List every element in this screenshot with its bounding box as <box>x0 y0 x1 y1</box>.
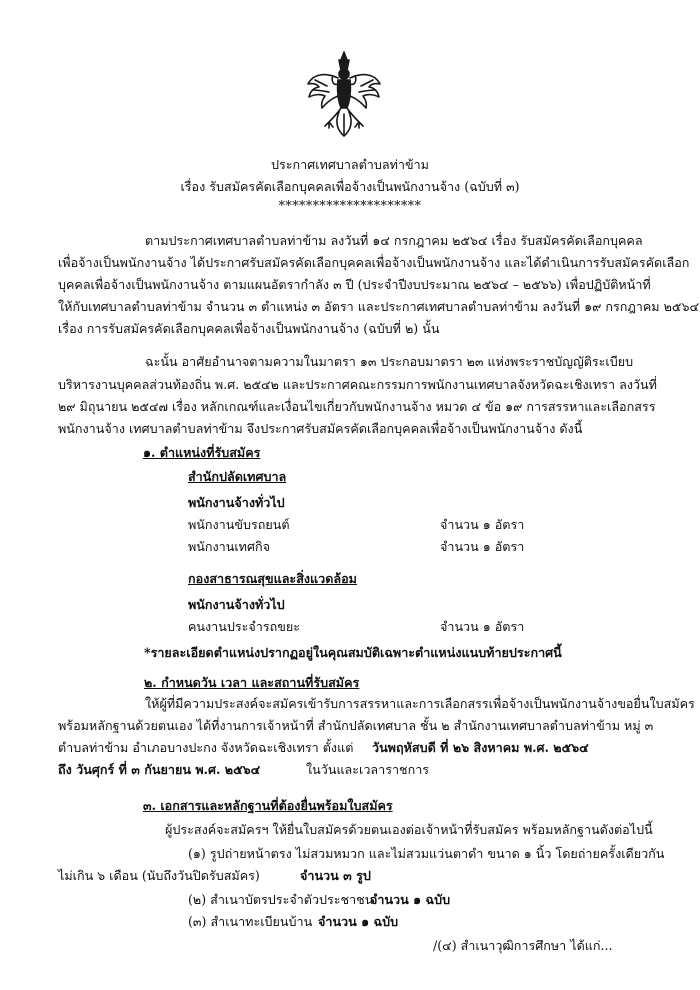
document-item: ไม่เกิน ๖ เดือน (นับถึงวันปิดรับสมัคร) <box>58 868 260 883</box>
para2-line: ฉะนั้น อาศัยอำนาจตามความในมาตรา ๑๓ ประกอบมาตรา ๒๓ แห่งพระราชบัญญัติระเบียบ <box>145 354 634 369</box>
office-name: กองสาธารณสุขและสิ่งแวดล้อม <box>188 571 357 586</box>
para1-line: ให้กับเทศบาลตำบลท่าข้าม จำนวน ๓ ตำแหน่ง ๓ อัตรา และประกาศเทศบาลตำบลท่าข้าม ลงวันที่ ๑๙ กรกฎาคม ๒๕๖๔ <box>58 299 699 314</box>
para2-line: บริหารงานบุคคลส่วนท้องถิ่น พ.ศ. ๒๕๔๒ และประกาศคณะกรรมการพนักงานเทศบาลจังหวัดฉะเชิงเทรา ลงวันที่ <box>58 377 657 392</box>
para1-line: ตามประกาศเทศบาลตำบลท่าข้าม ลงวันที่ ๑๔ กรกฎาคม ๒๕๖๔ เรื่อง รับสมัครคัดเลือกบุคคล <box>145 233 643 248</box>
section3-heading: ๓. เอกสารและหลักฐานที่ต้องยื่นพร้อมใบสมัคร <box>143 798 393 813</box>
continued-note: /(๔) สำเนาวุฒิการศึกษา ได้แก่... <box>433 938 613 953</box>
position-count: จำนวน ๑ อัตรา <box>440 539 525 554</box>
position-note: *รายละเอียดตำแหน่งปรากฏอยู่ในคุณสมบัติเฉพาะตำแหน่งแนบท้ายประกาศนี้ <box>144 645 562 660</box>
para2-line: ๒๙ มิถุนายน ๒๕๔๗ เรื่อง หลักเกณฑ์และเงื่อนไขเกี่ยวกับพนักงานจ้าง หมวด ๔ ข้อ ๑๙ การสรรหาและเลือกสรร <box>58 399 656 414</box>
document-item: (๓) สำเนาทะเบียนบ้าน <box>188 914 313 929</box>
section3-intro: ผู้ประสงค์จะสมัครฯ ให้ยื่นใบสมัครด้วยตนเองต่อเจ้าหน้าที่รับสมัคร พร้อมหลักฐานดังต่อไปนี้ <box>165 822 653 837</box>
position-title: คนงานประจำรถขยะ <box>188 619 300 634</box>
office-name: สำนักปลัดเทศบาล <box>188 469 287 484</box>
section2-heading: ๒. กำหนดวัน เวลา และสถานที่รับสมัคร <box>144 675 360 690</box>
employee-group: พนักงานจ้างทั่วไป <box>188 597 285 612</box>
document-item: (๑) รูปถ่ายหน้าตรง ไม่สวมหมวก และไม่สวมแว่นตาดำ ขนาด ๑ นิ้ว โดยถ่ายครั้งเดียวกัน <box>188 846 665 861</box>
para1-line: บุคคลเพื่อจ้างเป็นพนักงานจ้าง ตามแผนอัตรากำลัง ๓ ปี (ประจำปีงบประมาณ ๒๕๖๔ – ๒๕๖๖) เพื่อปฏิบัติหน้าที่ <box>58 277 651 292</box>
position-title: พนักงานเทศกิจ <box>188 539 270 554</box>
application-hours: ในวันและเวลาราชการ <box>306 762 430 777</box>
para1-line: เรื่อง การรับสมัครคัดเลือกบุคคลเพื่อจ้างเป็นพนักงานจ้าง (ฉบับที่ ๒) นั้น <box>58 321 440 336</box>
issuer-title: ประกาศเทศบาลตำบลท่าข้าม <box>271 157 429 172</box>
separator-line: ********************* <box>278 198 422 213</box>
section2-line: ตำบลท่าข้าม อำเภอบางปะกง จังหวัดฉะเชิงเทรา ตั้งแต่ <box>58 740 354 755</box>
document-count: จำนวน ๓ รูป <box>300 868 371 883</box>
position-count: จำนวน ๑ อัตรา <box>440 619 525 634</box>
document-count: จำนวน ๑ ฉบับ <box>370 892 451 907</box>
document-count: จำนวน ๑ ฉบับ <box>318 914 399 929</box>
para2-line: พนักงานจ้าง เทศบาลตำบลท่าข้าม จึงประกาศรับสมัครคัดเลือกบุคคลเพื่อจ้างเป็นพนักงานจ้าง ดังนี้ <box>58 421 583 436</box>
position-title: พนักงานขับรถยนต์ <box>188 517 290 532</box>
position-count: จำนวน ๑ อัตรา <box>440 517 525 532</box>
section2-line: พร้อมหลักฐานด้วยตนเอง ได้ที่งานการเจ้าหน้าที่ สำนักปลัดเทศบาล ชั้น ๒ สำนักงานเทศบาลตำบลท่าข้าม หมู่ ๓ <box>58 718 654 733</box>
section1-heading: ๑. ตำแหน่งที่รับสมัคร <box>143 445 261 460</box>
application-start-date: วันพฤหัสบดี ที่ ๒๖ สิงหาคม พ.ศ. ๒๕๖๔ <box>372 740 589 755</box>
document-item: (๒) สำเนาบัตรประจำตัวประชาชน <box>188 892 374 907</box>
employee-group: พนักงานจ้างทั่วไป <box>188 495 285 510</box>
section2-line: ให้ผู้ที่มีความประสงค์จะสมัครเข้ารับการสรรหาและการเลือกสรรเพื่อจ้างเป็นพนักงานจ้างขอยื่นใบสมัคร <box>145 696 695 711</box>
subject-line: เรื่อง รับสมัครคัดเลือกบุคคลเพื่อจ้างเป็นพนักงานจ้าง (ฉบับที่ ๓) <box>180 179 520 194</box>
garuda-emblem-icon <box>305 50 383 138</box>
application-end-date: ถึง วันศุกร์ ที่ ๓ กันยายน พ.ศ. ๒๕๖๔ <box>58 762 261 777</box>
para1-line: เพื่อจ้างเป็นพนักงานจ้าง ได้ประกาศรับสมัครคัดเลือกบุคคลเพื่อจ้างเป็นพนักงานจ้าง และได้ดำเนินการรับสมัครคัดเลือก <box>58 255 690 270</box>
